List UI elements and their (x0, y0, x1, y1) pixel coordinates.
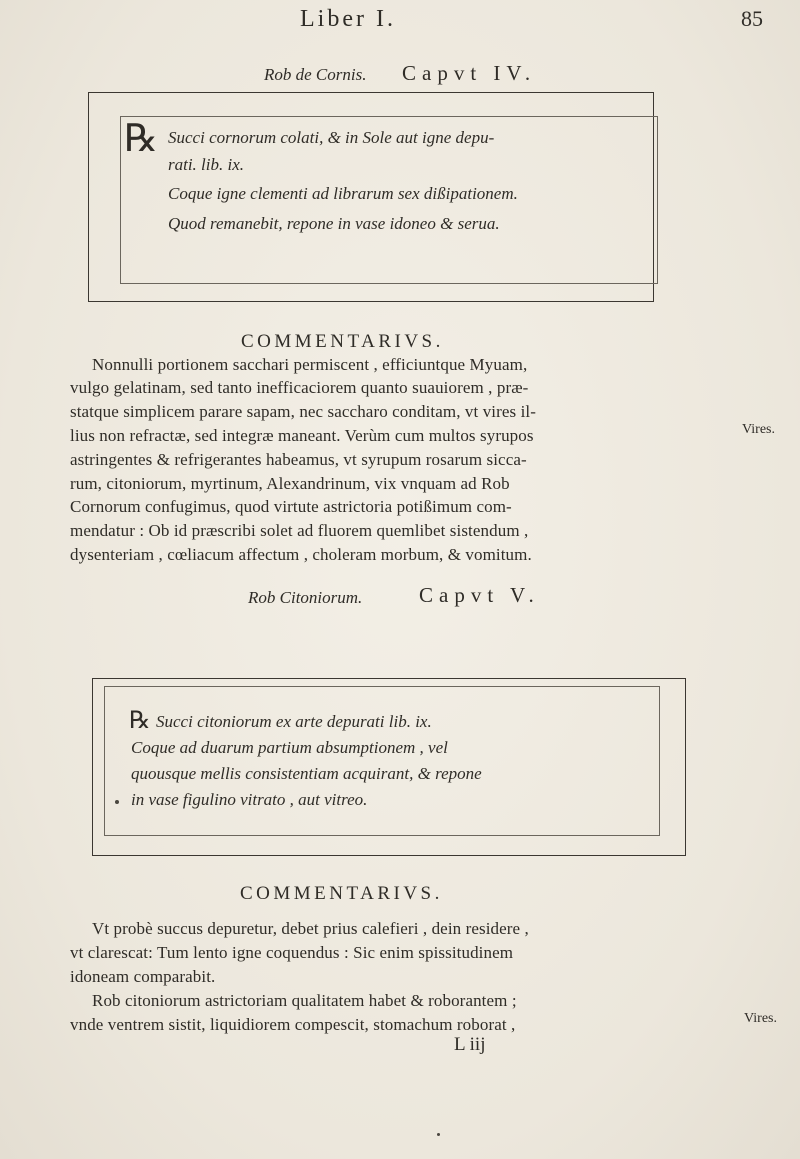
body-line: Nonnulli portionem sacchari permiscent , efficiuntque Myuam, (92, 355, 528, 374)
recipe-line: Succi citoniorum ex arte depurati lib. ix. (156, 712, 432, 731)
body-line: rum, citoniorum, myrtinum, Alexandrinum, vix vnquam ad Rob (70, 474, 510, 493)
body-line: Vt probè succus depuretur, debet prius calefieri , dein residere , (92, 919, 529, 938)
recipe-line: quousque mellis consistentiam acquirant, & repone (131, 764, 482, 783)
margin-note: Vires. (742, 422, 775, 437)
margin-note: Vires. (744, 1011, 777, 1026)
body-line: lius non refractæ, sed integræ maneant. Verùm cum multos syrupos (70, 426, 534, 445)
commentary-heading: COMMENTARIVS. (241, 331, 444, 352)
chapter5-caput: Capvt V. (419, 583, 540, 607)
recipe-line: rati. lib. ix. (168, 155, 245, 174)
decorative-dot (437, 1133, 440, 1136)
recipe-line: in vase figulino vitrato , aut vitreo. (131, 790, 368, 809)
recipe-frame-inner (104, 686, 660, 836)
recipe-line: Quod remanebit, repone in vase idoneo & serua. (168, 214, 500, 233)
body-line: Rob citoniorum astrictoriam qualitatem habet & roborantem ; (92, 991, 517, 1010)
decorative-dot (115, 800, 119, 804)
recipe-line: Coque ad duarum partium absumptionem , vel (131, 738, 448, 757)
running-title: Liber I. (300, 6, 396, 32)
chapter4-caput: Capvt IV. (402, 61, 537, 85)
body-line: dysenteriam , cœliacum affectum , choleram morbum, & vomitum. (70, 545, 532, 564)
page-number: 85 (741, 6, 763, 31)
recipe-line: Succi cornorum colati, & in Sole aut igne depu- (168, 128, 495, 147)
body-line: Cornorum confugimus, quod virtute astrictoria potißimum com- (70, 497, 512, 516)
body-line: vnde ventrem sistit, liquidiorem compescit, stomachum roborat , (70, 1015, 516, 1034)
body-line: vulgo gelatinam, sed tanto inefficaciorem quanto suauiorem , præ- (70, 378, 529, 397)
commentary-heading: COMMENTARIVS. (240, 883, 443, 904)
recipe-symbol: ℞ (129, 708, 151, 734)
body-line: vt clarescat: Tum lento igne coquendus : Sic enim spissitudinem (70, 943, 514, 962)
recipe-symbol: ℞ (124, 118, 159, 160)
body-line: astringentes & refrigerantes habeamus, vt syrupum rosarum sicca- (70, 450, 527, 469)
body-line: statque simplicem parare sapam, nec saccharo conditam, vt vires il- (70, 402, 536, 421)
chapter5-rubric: Rob Citoniorum. (248, 588, 363, 607)
recipe-line: Coque igne clementi ad librarum sex dißipationem. (168, 184, 518, 203)
chapter4-rubric: Rob de Cornis. (264, 65, 367, 84)
signature-mark: L iij (454, 1034, 486, 1055)
body-line: mendatur : Ob id præscribi solet ad fluorem quemlibet sistendum , (70, 521, 529, 540)
body-line: idoneam comparabit. (70, 967, 216, 986)
